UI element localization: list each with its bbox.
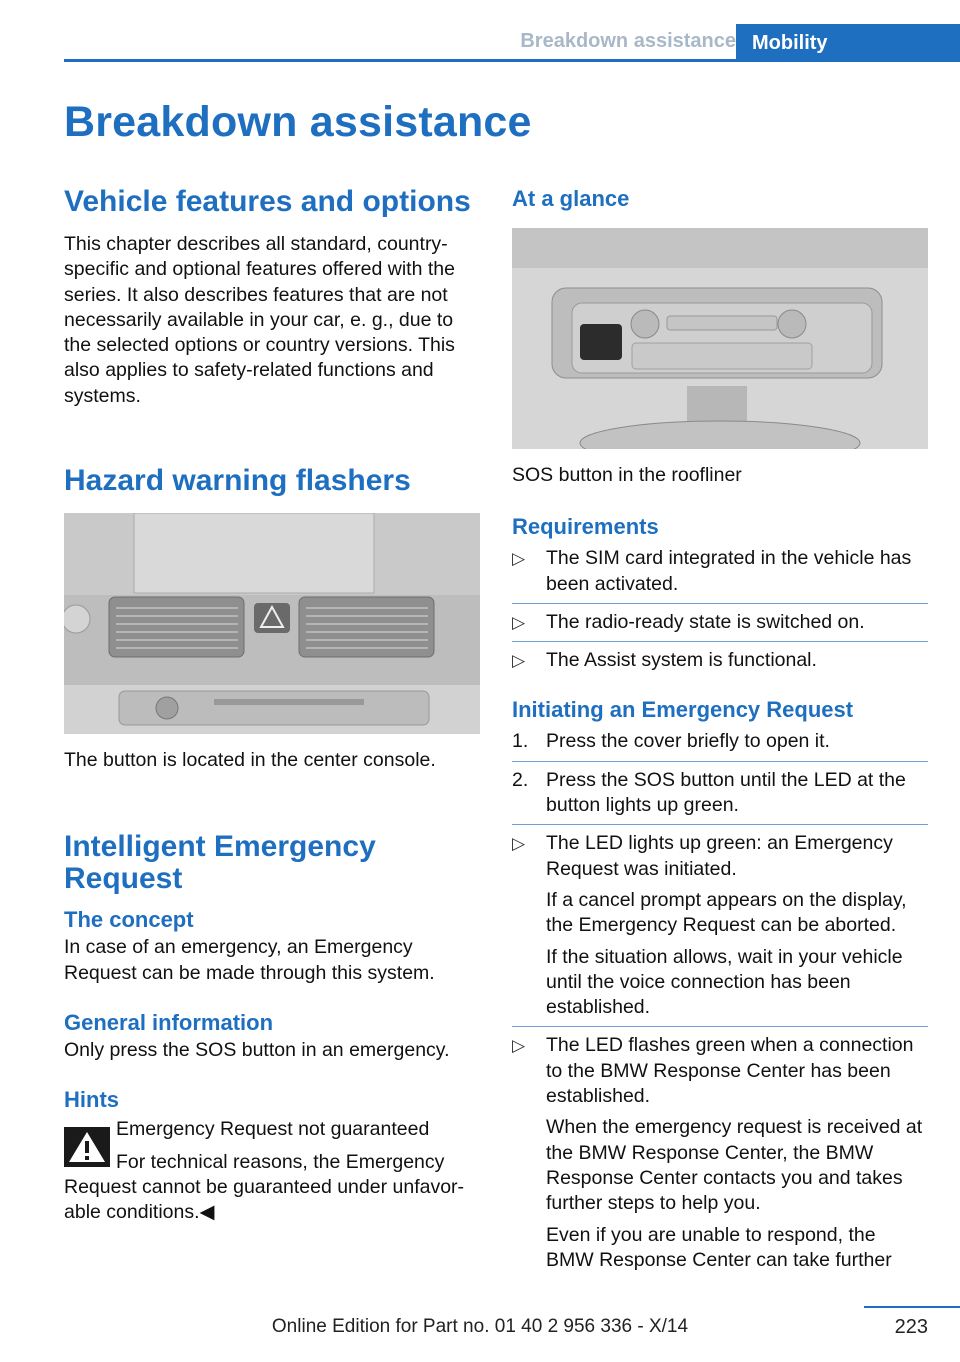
left-column	[64, 184, 480, 1225]
warning-triangle-icon	[64, 1127, 110, 1167]
sub-paragraph: If the situation allows, wait in your vehicle until the voice connection has been established.	[546, 945, 903, 1019]
triangle-bullet-icon: ▷	[512, 651, 526, 671]
triangle-bullet-icon: ▷	[512, 834, 526, 854]
concept-heading: The concept	[64, 907, 194, 933]
step-number: 1.	[512, 730, 529, 753]
vehicle-features-heading: Vehicle features and options	[64, 185, 471, 218]
hazard-console-image	[64, 513, 480, 734]
breadcrumb: Breakdown assistance	[520, 30, 736, 52]
page-number-rule	[864, 1306, 960, 1308]
triangle-bullet-icon: ▷	[512, 612, 526, 632]
hint-title: Emergency Request not guaranteed	[116, 1118, 430, 1141]
edition-footer: Online Edition for Part no. 01 40 2 956 336 - X/14	[271, 1316, 689, 1337]
sos-roofliner-image	[512, 228, 928, 449]
page-title: Breakdown assistance	[64, 98, 532, 146]
sub-paragraph: Even if you are unable to respond, the BMW Response Center can take further	[546, 1223, 892, 1271]
initiating-steps	[512, 729, 928, 1273]
list-item: ▷ The Assist system is functional.	[512, 641, 928, 673]
section-tab: Mobility	[736, 24, 960, 62]
initiating-heading: Initiating an Emergency Request	[512, 697, 854, 723]
requirements-heading: Requirements	[512, 514, 659, 540]
list-item: ▷ The LED lights up green: an Emergency Request was initiated. If a cancel prompt appears on the display, the Emergency Request can be aborted. If the situation allows, wait in your vehicle until the voice connection has been established.	[512, 824, 928, 1020]
step-item: 2. Press the SOS button until the LED at the button lights up green.	[512, 761, 928, 819]
vehicle-features-text: This chapter describes all standard, country-specific and optional features offered with the series. It also describes features that are not necessarily available in your car, e. g., due to the selected options or country versions. This also applies to safety-related functions and systems.	[64, 233, 455, 407]
triangle-bullet-icon: ▷	[512, 549, 526, 569]
general-info-text: Only press the SOS button in an emergency.	[64, 1038, 450, 1061]
hazard-caption: The button is located in the center console.	[64, 749, 436, 772]
sub-paragraph: If a cancel prompt appears on the display, the Emergency Request can be aborted.	[546, 888, 907, 937]
step-number: 2.	[512, 768, 529, 791]
concept-text: In case of an emergency, an Emergency Request can be made through this system.	[64, 936, 435, 984]
list-item: ▷ The radio-ready state is switched on.	[512, 603, 928, 635]
step-item: 1. Press the cover briefly to open it.	[512, 729, 928, 754]
header-rule	[64, 59, 960, 62]
general-info-heading: General information	[64, 1009, 274, 1035]
page-number: 223	[894, 1316, 928, 1338]
hint-text-lead: For technical reasons, the Emergency	[116, 1150, 445, 1173]
triangle-bullet-icon: ▷	[512, 1036, 526, 1056]
at-a-glance-heading: At a glance	[512, 186, 630, 211]
hint-text: Request cannot be guaranteed under unfavor-able conditions.◀	[64, 1175, 465, 1224]
hazard-heading: Hazard warning flashers	[64, 464, 411, 498]
glance-caption: SOS button in the roofliner	[512, 464, 742, 486]
right-column	[512, 184, 928, 1273]
ier-heading: Intelligent Emergency Request	[64, 830, 376, 896]
hints-heading: Hints	[64, 1087, 119, 1113]
sub-paragraph: When the emergency request is received at the BMW Response Center, the BMW Response Center contacts you and takes further steps to help you.	[546, 1116, 923, 1215]
hint-block	[64, 1117, 480, 1175]
list-item: ▷ The SIM card integrated in the vehicle has been activated.	[512, 547, 912, 595]
list-item: ▷ The LED flashes green when a connection to the BMW Response Center has been established. When the emergency request is received at the BMW Response Center, the BMW Response Center contacts you and takes further steps to help you. Even if you are unable to respond, the BMW Response Center can take further	[512, 1026, 928, 1273]
page-header	[64, 24, 960, 62]
requirements-list	[512, 546, 928, 673]
